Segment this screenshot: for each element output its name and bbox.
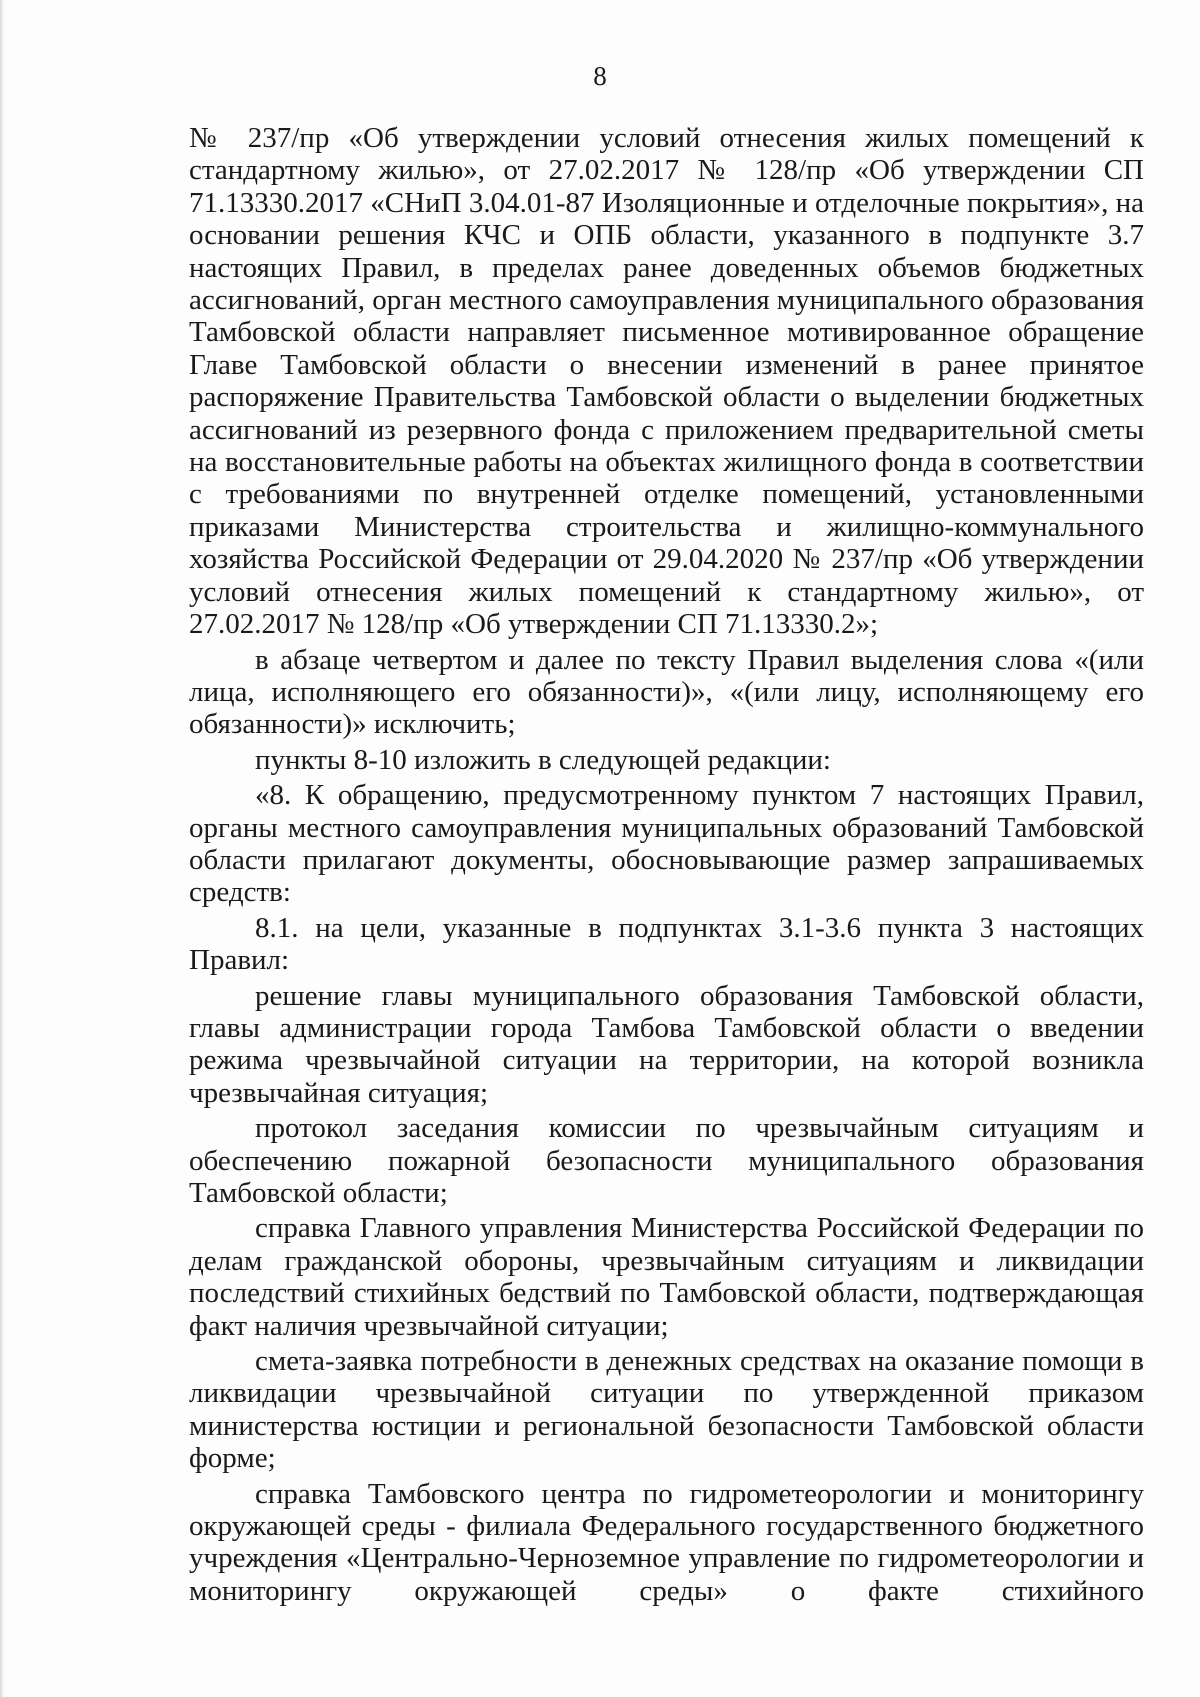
paragraph-decision-head: решение главы муниципального образования Тамбовской области, главы администрации города Тамбова Тамбовской области о введении режима чрезвычайной ситуации на территории, на которой возникла чрезвычайная ситуация; [189, 979, 1144, 1109]
paragraph-commission-protocol: протокол заседания комиссии по чрезвычайным ситуациям и обеспечению пожарной безопасности муниципального образования Тамбовской области; [189, 1112, 1144, 1209]
body-text [189, 122, 1144, 1607]
paragraph-estimate-request: смета-заявка потребности в денежных средствах на оказание помощи в ликвидации чрезвычайной ситуации по утвержденной приказом министерства юстиции и региональной безопасности Тамбовской области форме; [189, 1345, 1144, 1475]
paragraph-item-8-1: 8.1. на цели, указанные в подпунктах 3.1-3.6 пункта 3 настоящих Правил: [189, 911, 1144, 977]
paragraph-points-8-10: пункты 8-10 изложить в следующей редакции: [255, 743, 831, 776]
paragraph-item-8: «8. К обращению, предусмотренному пунктом 7 настоящих Правил, органы местного самоуправления муниципальных образований Тамбовской области прилагают документы, обосновывающие размер запрашиваемых средств: [189, 779, 1144, 909]
scan-edge [0, 0, 4, 1697]
paragraph-hydromet-certificate: справка Тамбовского центра по гидрометеорологии и мониторингу окружающей среды - филиала Федерального государственного бюджетного учреждения «Центрально-Черноземное управление по гидрометеорологии и мониторингу окружающей среды» о факте стихийного [189, 1477, 1144, 1607]
paragraph-amendment-exclusion: в абзаце четвертом и далее по тексту Правил выделения слова «(или лица, исполняющего его обязанности)», «(или лицу, исполняющему его обязанности)» исключить; [189, 643, 1144, 741]
paragraph-continuation: № 237/пр «Об утверждении условий отнесения жилых помещений к стандартному жилью», от 27.02.2017 № 128/пр «Об утверждении СП 71.13330.2017 «СНиП 3.04.01-87 Изоляционные и отделочные покрытия», на основании решения КЧС и ОПБ области, указанного в подпункте 3.7 настоящих Правил, в пределах ранее доведенных объемов бюджетных ассигнований, орган местного самоуправления муниципального образования Тамбовской области направляет письменное мотивированное обращение Главе Тамбовской области о внесении изменений в ранее принятое распоряжение Правительства Тамбовской области о выделении бюджетных ассигнований из резервного фонда с приложением предварительной сметы на восстановительные работы на объектах жилищного фонда в соответствии с требованиями по внутренней отделке помещений, установленными приказами Министерства строительства и жилищно-коммунального хозяйства Российской Федерации от 29.04.2020 № 237/пр «Об утверждении условий отнесения жилых помещений к стандартному жилью», от 27.02.2017 № 128/пр «Об утверждении СП 71.13330.2»; [189, 122, 1144, 641]
page-number: 8 [593, 61, 607, 91]
paragraph-emergency-certificate: справка Главного управления Министерства Российской Федерации по делам гражданской обороны, чрезвычайным ситуациям и ликвидации последствий стихийных бедствий по Тамбовской области, подтверждающая факт наличия чрезвычайной ситуации; [189, 1212, 1144, 1342]
